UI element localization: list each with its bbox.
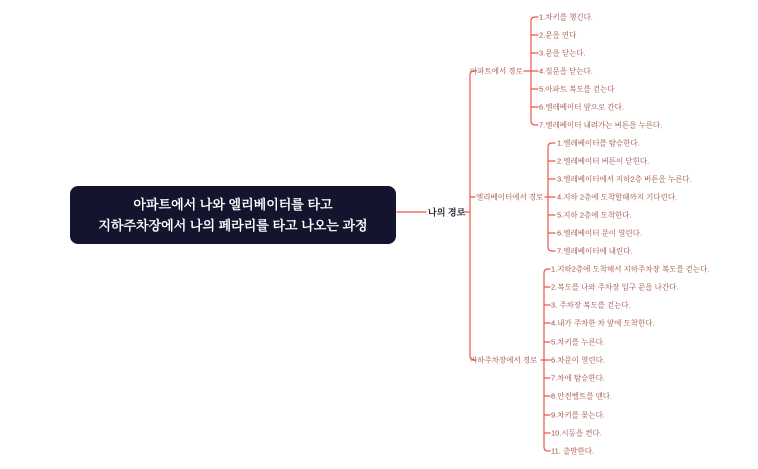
leaf-item[interactable]: 5.아파트 복도를 걷는다 xyxy=(539,84,615,94)
leaf-item[interactable]: 3.엘레베이터에서 지하2층 버튼을 누른다. xyxy=(557,174,692,184)
title-line-2: 지하주차장에서 나의 페라리를 타고 나오는 과정 xyxy=(98,218,368,233)
leaf-item[interactable]: 6.차문이 열린다. xyxy=(551,355,605,365)
leaf-item[interactable]: 7.엘레베이터에 내린다. xyxy=(557,246,633,256)
branch-node-elevator[interactable]: 엘리베이터에서 경로 xyxy=(476,192,544,202)
leaf-item[interactable]: 5.차키를 누른다. xyxy=(551,337,605,347)
leaf-item[interactable]: 2.문을 연다 xyxy=(539,30,577,40)
leaf-item[interactable]: 10.시동을 켠다. xyxy=(551,428,602,438)
branch-node-apartment[interactable]: 아파트에서 경로 xyxy=(470,66,523,76)
branch-node-parking[interactable]: 지하주차장에서 경로 xyxy=(470,355,538,365)
root-node[interactable]: 나의 경로 xyxy=(428,207,466,218)
leaf-item[interactable]: 5.지하 2층에 도착한다. xyxy=(557,210,632,220)
leaf-item[interactable]: 4.내가 주차한 차 앞에 도착한다. xyxy=(551,318,655,328)
title-node[interactable] xyxy=(70,186,396,244)
leaf-item[interactable]: 2.복도를 나와 주차장 입구 문을 나간다. xyxy=(551,282,679,292)
leaf-item[interactable]: 2.엘레베이터 버튼이 닫힌다. xyxy=(557,156,650,166)
leaf-item[interactable]: 1.엘레베이터를 탑승한다. xyxy=(557,138,640,148)
leaf-item[interactable]: 6.엘레베이터 앞으로 간다. xyxy=(539,102,624,112)
leaf-item[interactable]: 1.지하2층에 도착해서 지하주차장 복도를 걷는다. xyxy=(551,264,710,274)
leaf-item[interactable]: 3.문을 닫는다. xyxy=(539,48,586,58)
leaf-item[interactable]: 6.엘레베이터 문이 열린다. xyxy=(557,228,642,238)
title-line-1: 아파트에서 나와 엘리베이터를 타고 xyxy=(133,196,333,212)
leaf-item[interactable]: 8.안전벨트를 맨다. xyxy=(551,391,613,401)
leaf-item[interactable]: 11. 출발한다. xyxy=(551,446,595,456)
leaf-item[interactable]: 7.엘레베이터 내려가는 버튼을 누른다. xyxy=(539,120,663,130)
leaf-item[interactable]: 4.지하 2층에 도착할때까지 기다린다. xyxy=(557,192,678,202)
leaf-item[interactable]: 1.차키를 챙긴다. xyxy=(539,12,593,22)
leaf-item[interactable]: 9.차키를 꽂는다. xyxy=(551,410,605,420)
leaf-item[interactable]: 7.차에 탑승한다. xyxy=(551,373,605,383)
leaf-item[interactable]: 4.집문을 닫는다. xyxy=(539,66,593,76)
leaf-item[interactable]: 3. 주차장 복도를 걷는다. xyxy=(551,300,631,310)
